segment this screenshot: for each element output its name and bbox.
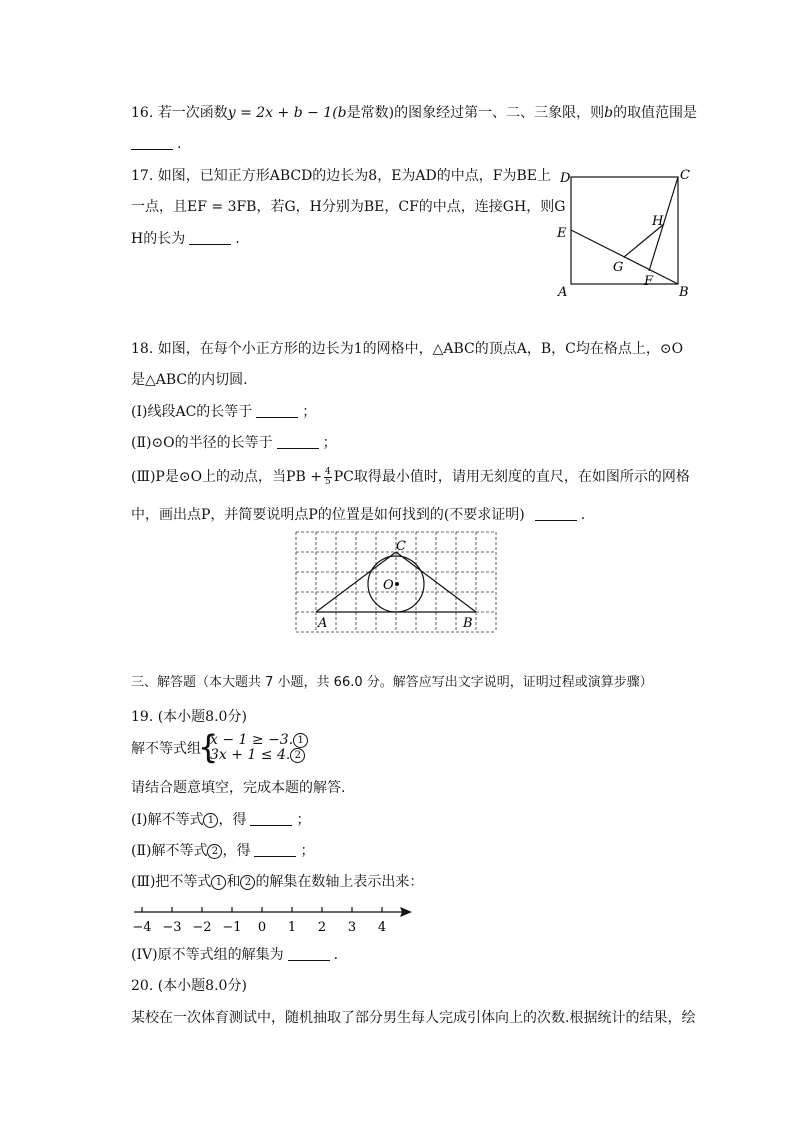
label-e: E <box>557 226 567 241</box>
center-o-point <box>395 582 399 586</box>
circled-2: 2 <box>207 844 222 859</box>
inequality-1 <box>210 733 308 748</box>
q17-end: . <box>235 231 240 247</box>
q18-frac-den: 5 <box>324 476 331 487</box>
q19-part2-text-b: ，得 <box>222 843 251 859</box>
q19-part3-text-b: 和 <box>226 874 241 890</box>
q19-part2-blank[interactable] <box>254 842 296 857</box>
q18-part3-text-c: 中，画出点P，并简要说明点P的位置是如何找到的(不要求证明) <box>131 507 525 523</box>
q18-part2 <box>131 433 337 453</box>
q18-part1-blank[interactable] <box>256 403 298 418</box>
q19-head: 19. (本小题8.0分) <box>131 709 247 725</box>
q16-text: 16. 若一次函数 <box>131 105 228 121</box>
q18-part2-blank[interactable] <box>277 434 319 449</box>
circled-2: 2 <box>240 875 255 890</box>
q19-part4-blank[interactable] <box>288 946 330 961</box>
q18-part3-end: . <box>580 507 586 523</box>
q19-part1-text-b: ，得 <box>218 812 247 828</box>
label-c: C <box>396 539 406 554</box>
q20-line1: 某校在一次体育测试中，随机抽取了部分男生每人完成引体向上的次数.根据统计的结果，绘 <box>131 1010 696 1026</box>
section3-title: 三、解答题（本大题共 7 小题，共 66.0 分。解答应写出文字说明，证明过程或演算步骤） <box>131 675 653 690</box>
label-a: A <box>558 285 568 300</box>
number-line-tick-label: 0 <box>257 920 267 935</box>
q18-part3-line2 <box>131 505 585 525</box>
q19-part1-text: (Ⅰ)解不等式 <box>131 812 204 828</box>
number-line-tick-label: 2 <box>317 920 327 935</box>
q17-square-figure <box>550 165 700 305</box>
circled-1: 1 <box>293 733 308 748</box>
label-a: A <box>318 616 328 631</box>
q16-text-mid: 是常数)的图象经过第一、二、三象限，则 <box>346 105 605 121</box>
circled-1: 1 <box>203 813 218 828</box>
q16-text-post: 的取值范围是 <box>613 105 698 121</box>
number-line-tick-label: −2 <box>192 920 212 935</box>
number-line-tick-label: −1 <box>222 920 242 935</box>
q16-var: b <box>337 105 347 121</box>
q16-end: . <box>177 136 182 152</box>
system-brace: { <box>198 728 219 766</box>
q18-part1-text: (Ⅰ)线段AC的长等于 <box>131 404 253 420</box>
q18-line2: 是△ABC的内切圆. <box>131 372 248 388</box>
q16-line1 <box>131 103 697 123</box>
label-b: B <box>463 616 473 631</box>
q19-part4 <box>131 945 338 965</box>
q19-part4-end: . <box>333 947 339 963</box>
q19-part2-text: (Ⅱ)解不等式 <box>131 843 208 859</box>
q19-instruction: 请结合题意填空，完成本题的解答. <box>131 780 346 796</box>
number-line-tick-label: −3 <box>162 920 182 935</box>
q17-answer-blank[interactable] <box>189 230 231 245</box>
q19-part4-text: (IV)原不等式组的解集为 <box>131 947 284 963</box>
q19-part1-end: ； <box>296 812 311 828</box>
label-c: C <box>680 168 690 183</box>
label-o: O <box>383 578 394 593</box>
q17-text: H的长为 <box>131 231 186 247</box>
q16-line2 <box>131 134 181 154</box>
circled-1: 1 <box>211 875 226 890</box>
number-line-tick-label: 3 <box>347 920 357 935</box>
q19-part1-blank[interactable] <box>250 811 292 826</box>
q17-line3 <box>131 229 240 249</box>
q16-var2: b <box>604 105 614 121</box>
inequality-2 <box>210 748 305 763</box>
q18-part3-text-b: PC取得最小值时，请用无刻度的直尺，在如图所示的网格 <box>333 469 690 485</box>
label-b: B <box>679 285 689 300</box>
label-f: F <box>644 274 654 289</box>
number-line <box>130 900 420 936</box>
q16-equation: y = 2x + b − 1( <box>227 105 338 121</box>
q18-part2-end: ； <box>322 435 337 451</box>
q18-part2-text: (Ⅱ)⊙O的半径的长等于 <box>131 435 273 451</box>
number-line-tick-label: 4 <box>377 920 387 935</box>
q16-answer-blank[interactable] <box>131 135 173 150</box>
q19-part3-text-c: 的解集在数轴上表示出来： <box>255 874 424 890</box>
q19-part3-text: (Ⅲ)把不等式 <box>131 874 212 890</box>
q19-part1 <box>131 810 310 830</box>
q18-frac-num: 4 <box>324 466 331 477</box>
q19-part3 <box>131 872 423 892</box>
number-line-tick-label: −4 <box>132 920 152 935</box>
label-g: G <box>613 260 624 275</box>
number-line-tick-label: 1 <box>287 920 297 935</box>
q20-head: 20. (本小题8.0分) <box>131 978 247 994</box>
inequality-1-text: x − 1 ≥ −3. <box>210 732 294 748</box>
q18-part3-text: (Ⅲ)P是⊙O上的动点，当PB + <box>131 469 322 485</box>
q19-intro: 解不等式组 <box>131 741 201 757</box>
q18-grid-figure <box>295 531 501 635</box>
q17-line2: 一点，且EF = 3FB，若G，H分别为BE，CF的中点，连接GH，则G <box>131 199 566 215</box>
q18-part1-end: ； <box>302 404 317 420</box>
q18-fraction <box>324 468 332 487</box>
q18-part3 <box>131 467 690 487</box>
q19-part2 <box>131 841 314 861</box>
circled-2: 2 <box>290 748 305 763</box>
q18-part1 <box>131 402 316 422</box>
label-d: D <box>560 171 571 186</box>
q18-line1: 18. 如图，在每个小正方形的边长为1的网格中，△ABC的顶点A，B，C均在格点上，⊙O <box>131 341 684 357</box>
q17-line1: 17. 如图，已知正方形ABCD的边长为8，E为AD的中点，F为BE上 <box>131 168 551 184</box>
q19-part2-end: ； <box>300 843 315 859</box>
q18-part3-blank[interactable] <box>535 506 577 521</box>
inequality-2-text: 3x + 1 ≤ 4. <box>210 747 291 763</box>
label-h: H <box>652 214 664 229</box>
